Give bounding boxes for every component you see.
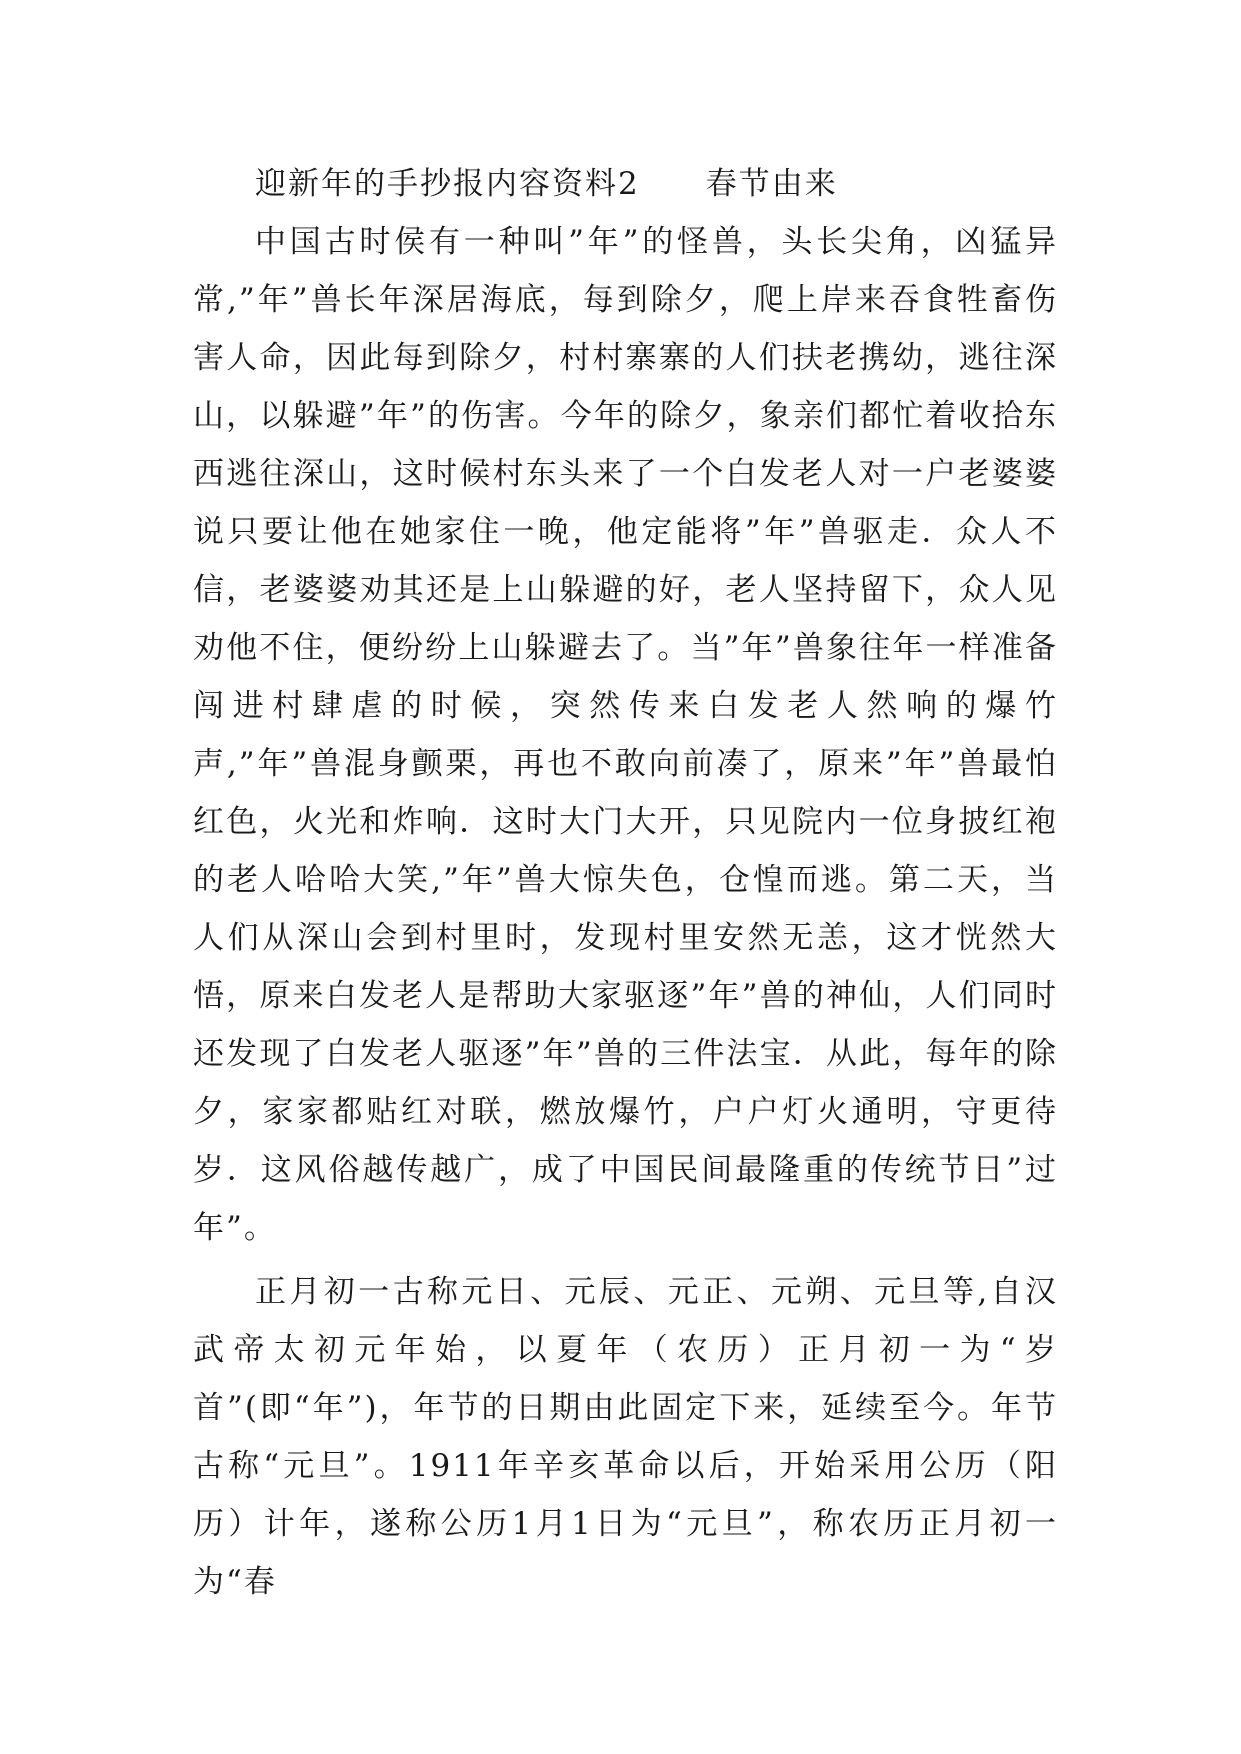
document-title: 迎新年的手抄报内容资料2 [255, 166, 640, 202]
document-body [193, 155, 1058, 1611]
paragraph-history: 正月初一古称元日、元辰、元正、元朔、元旦等,自汉武帝太初元年始，以夏年（农历）正月初一为“岁首”(即“年”)，年节的日期由此固定下来，延续至今。年节古称“元旦”。1911年辛亥革命以后，开始采用公历（阳历）计年，遂称公历1月1日为“元旦”，称农历正月初一为“春 [193, 1274, 1058, 1600]
title-line [193, 155, 1058, 213]
document-subtitle: 春节由来 [705, 166, 838, 202]
paragraph-legend: 中国古时侯有一种叫”年”的怪兽，头长尖角，凶猛异常,”年”兽长年深居海底，每到除夕，爬上岸来吞食牲畜伤害人命，因此每到除夕，村村寨寨的人们扶老携幼，逃往深山，以躲避”年”的伤害。今年的除夕，象亲们都忙着收拾东西逃往深山，这时候村东头来了一个白发老人对一户老婆婆说只要让他在她家住一晚，他定能将”年”兽驱走．众人不信，老婆婆劝其还是上山躲避的好，老人坚持留下，众人见劝他不住，便纷纷上山躲避去了。当”年”兽象往年一样准备闯进村肆虐的时候，突然传来白发老人然响的爆竹声,”年”兽混身颤栗，再也不敢向前凑了，原来”年”兽最怕红色，火光和炸响．这时大门大开，只见院内一位身披红袍的老人哈哈大笑,”年”兽大惊失色，仓惶而逃。第二天，当人们从深山会到村里时，发现村里安然无恙，这才恍然大悟，原来白发老人是帮助大家驱逐”年”兽的神仙，人们同时还发现了白发老人驱逐”年”兽的三件法宝．从此，每年的除夕，家家都贴红对联，燃放爆竹，户户灯火通明，守更待岁．这风俗越传越广，成了中国民间最隆重的传统节日”过年”。 [193, 224, 1058, 1246]
